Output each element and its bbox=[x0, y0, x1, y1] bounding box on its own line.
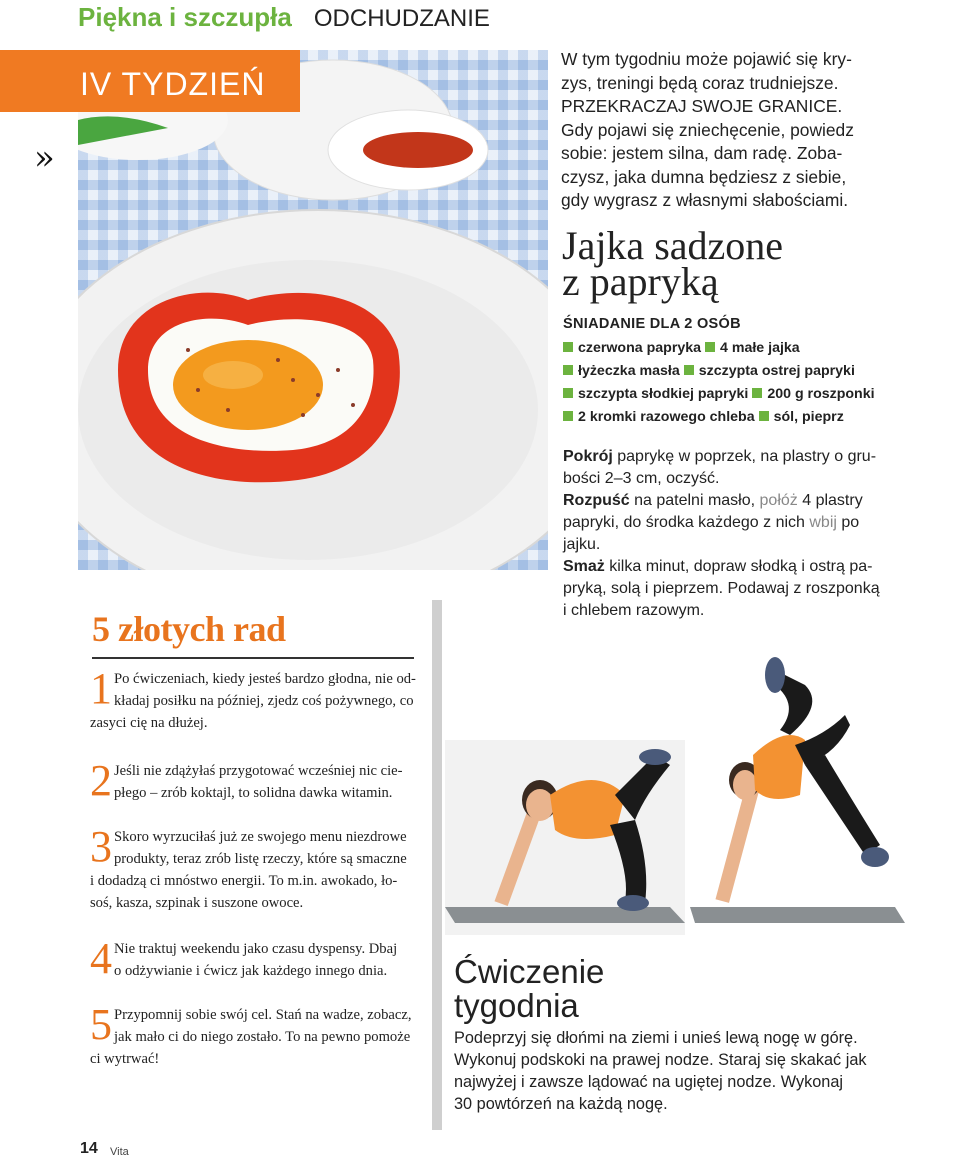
intro-text bbox=[561, 48, 891, 213]
step-text: na patelni masło, bbox=[629, 492, 760, 509]
tips-divider bbox=[92, 657, 414, 659]
step-line: jajku. bbox=[563, 536, 601, 553]
brand-title: Piękna i szczupła bbox=[78, 2, 292, 32]
intro-line: W tym tygodniu może pojawić się kry- bbox=[561, 49, 852, 69]
recipe-title-line2: z papryką bbox=[562, 259, 719, 304]
page-number: 14 bbox=[80, 1140, 98, 1157]
intro-line: sobie: jestem silna, dam radę. Zoba- bbox=[561, 143, 843, 163]
ingredient-row bbox=[563, 386, 923, 402]
tip-line: jak mało ci do niego zostało. To na pewno pomoże bbox=[114, 1029, 411, 1045]
tip-line: Przypomnij sobie swój cel. Stań na wadze, zobacz, bbox=[114, 1007, 412, 1023]
exercise-line: 30 powtórzeń na każdą nogę. bbox=[454, 1095, 668, 1113]
tip-line: ci wytrwać! bbox=[90, 1051, 160, 1067]
tip-line: Skoro wyrzuciłaś już ze swojego menu niezdrowe bbox=[114, 829, 407, 845]
ingredient: czerwona papryka bbox=[578, 340, 702, 356]
recipe-photo bbox=[78, 50, 548, 570]
step-line: bości 2–3 cm, oczyść. bbox=[563, 470, 720, 487]
recipe-steps bbox=[563, 446, 898, 622]
square-bullet-icon bbox=[563, 411, 573, 421]
step-line bbox=[563, 446, 898, 468]
ingredient-row bbox=[563, 409, 923, 425]
step-text: paprykę w poprzek, na plastry o gru- bbox=[612, 448, 877, 465]
section-title: ODCHUDZANIE bbox=[313, 5, 490, 32]
intro-line: Gdy pojawi się zniechęcenie, powiedz bbox=[561, 119, 854, 140]
tip-line: płego – zrób koktajl, to solidna dawka witamin. bbox=[114, 785, 393, 801]
ingredient: 4 małe jajka bbox=[720, 340, 800, 356]
tip-item bbox=[90, 664, 418, 734]
step-text: po bbox=[836, 514, 860, 531]
tip-item bbox=[90, 822, 418, 914]
step-verb: Smaż bbox=[563, 558, 605, 575]
tip-line: i dodadzą ci mnóstwo energii. To m.in. awokado, ło- bbox=[90, 873, 398, 889]
tip-line: Po ćwiczeniach, kiedy jesteś bardzo głodna, nie od- bbox=[114, 671, 416, 687]
exercise-title bbox=[454, 955, 604, 1023]
intro-line: gdy wygrasz z własnymi słabościami. bbox=[561, 190, 849, 210]
week-tab-label: IV TYDZIEŃ bbox=[80, 66, 266, 102]
square-bullet-icon bbox=[684, 365, 694, 375]
tip-number: 5 bbox=[90, 1000, 112, 1049]
step-text-gray: wbij bbox=[809, 514, 837, 531]
ingredient: sól, pieprz bbox=[773, 409, 844, 425]
step-verb: Pokrój bbox=[563, 448, 613, 465]
step-line bbox=[563, 512, 898, 534]
square-bullet-icon bbox=[563, 342, 573, 352]
step-line: pryką, solą i pieprzem. Podawaj z roszponką bbox=[563, 580, 880, 597]
exercise-title-line1: Ćwiczenie bbox=[454, 953, 605, 990]
tip-line: Jeśli nie zdążyłaś przygotować wcześniej nic cie- bbox=[114, 763, 403, 779]
intro-line: czysz, jaka dumna będziesz z siebie, bbox=[561, 166, 847, 187]
square-bullet-icon bbox=[705, 342, 715, 352]
exercise-line: najwyżej i zawsze lądować na ugiętej nodze. Wykonaj bbox=[454, 1073, 844, 1091]
exercise-title-line2: tygodnia bbox=[454, 987, 579, 1024]
tip-number: 4 bbox=[90, 934, 112, 983]
ingredient: 2 kromki razowego chleba bbox=[578, 409, 755, 425]
ingredient: łyżeczka masła bbox=[578, 363, 680, 379]
square-bullet-icon bbox=[752, 388, 762, 398]
square-bullet-icon bbox=[563, 365, 573, 375]
ingredient-row bbox=[563, 340, 923, 356]
tip-item bbox=[90, 756, 418, 805]
step-text: kilka minut, dopraw słodką i ostrą pa- bbox=[604, 558, 873, 575]
tip-item bbox=[90, 1000, 418, 1070]
intro-line: zys, treningi będą coraz trudniejsze. bbox=[561, 72, 839, 93]
step-text: 4 plastry bbox=[797, 492, 863, 509]
step-verb: Rozpuść bbox=[563, 492, 630, 509]
exercise-description bbox=[454, 1027, 924, 1115]
step-line bbox=[563, 556, 898, 578]
recipe-title-line1: Jajka sadzone bbox=[562, 223, 784, 268]
square-bullet-icon bbox=[563, 388, 573, 398]
tip-number: 1 bbox=[90, 664, 112, 713]
exercise-line: Wykonuj podskoki na prawej nodze. Staraj się skakać jak bbox=[454, 1051, 867, 1069]
step-text: papryki, do środka każdego z nich bbox=[563, 514, 810, 531]
tip-line: o odżywianie i ćwicz jak każdego innego dnia. bbox=[114, 963, 388, 979]
intro-line: PRZEKRACZAJ SWOJE GRANICE. bbox=[561, 96, 843, 116]
exercise-photo bbox=[445, 645, 960, 935]
recipe-title bbox=[562, 223, 784, 304]
step-line bbox=[563, 490, 898, 512]
tip-line: soś, kasza, szpinak i suszone owoce. bbox=[90, 895, 304, 911]
tip-line: Nie traktuj weekendu jako czasu dyspensy. Dbaj bbox=[114, 941, 398, 957]
fried-egg-in-pepper-illustration bbox=[78, 50, 548, 570]
tip-item bbox=[90, 934, 418, 983]
ingredient: 200 g roszponki bbox=[767, 386, 875, 402]
magazine-name: Vita bbox=[110, 1146, 129, 1158]
tip-number: 2 bbox=[90, 756, 112, 805]
chevron-right-icon: » bbox=[34, 138, 55, 178]
exercise-line: Podeprzyj się dłońmi na ziemi i unieś lewą nogę w górę. bbox=[454, 1029, 858, 1047]
ingredient: szczypta ostrej papryki bbox=[698, 363, 855, 379]
tips-title: 5 złotych rad bbox=[92, 609, 286, 649]
page-header bbox=[78, 2, 490, 33]
step-line: i chlebem razowym. bbox=[563, 602, 705, 619]
tip-line: kładaj posiłku na później, zjedz coś pożywnego, co bbox=[114, 693, 414, 709]
recipe-meal: ŚNIADANIE DLA 2 OSÓB bbox=[563, 316, 741, 332]
step-text-gray: połóż bbox=[759, 492, 798, 509]
exercise-figures-illustration bbox=[445, 645, 960, 935]
tip-line: zasyci cię na dłużej. bbox=[90, 715, 208, 731]
ingredient: szczypta słodkiej papryki bbox=[578, 386, 749, 402]
square-bullet-icon bbox=[759, 411, 769, 421]
tip-line: produkty, teraz zrób listę rzeczy, które są smaczne bbox=[114, 851, 407, 867]
tip-number: 3 bbox=[90, 822, 112, 871]
ingredient-row bbox=[563, 363, 923, 379]
